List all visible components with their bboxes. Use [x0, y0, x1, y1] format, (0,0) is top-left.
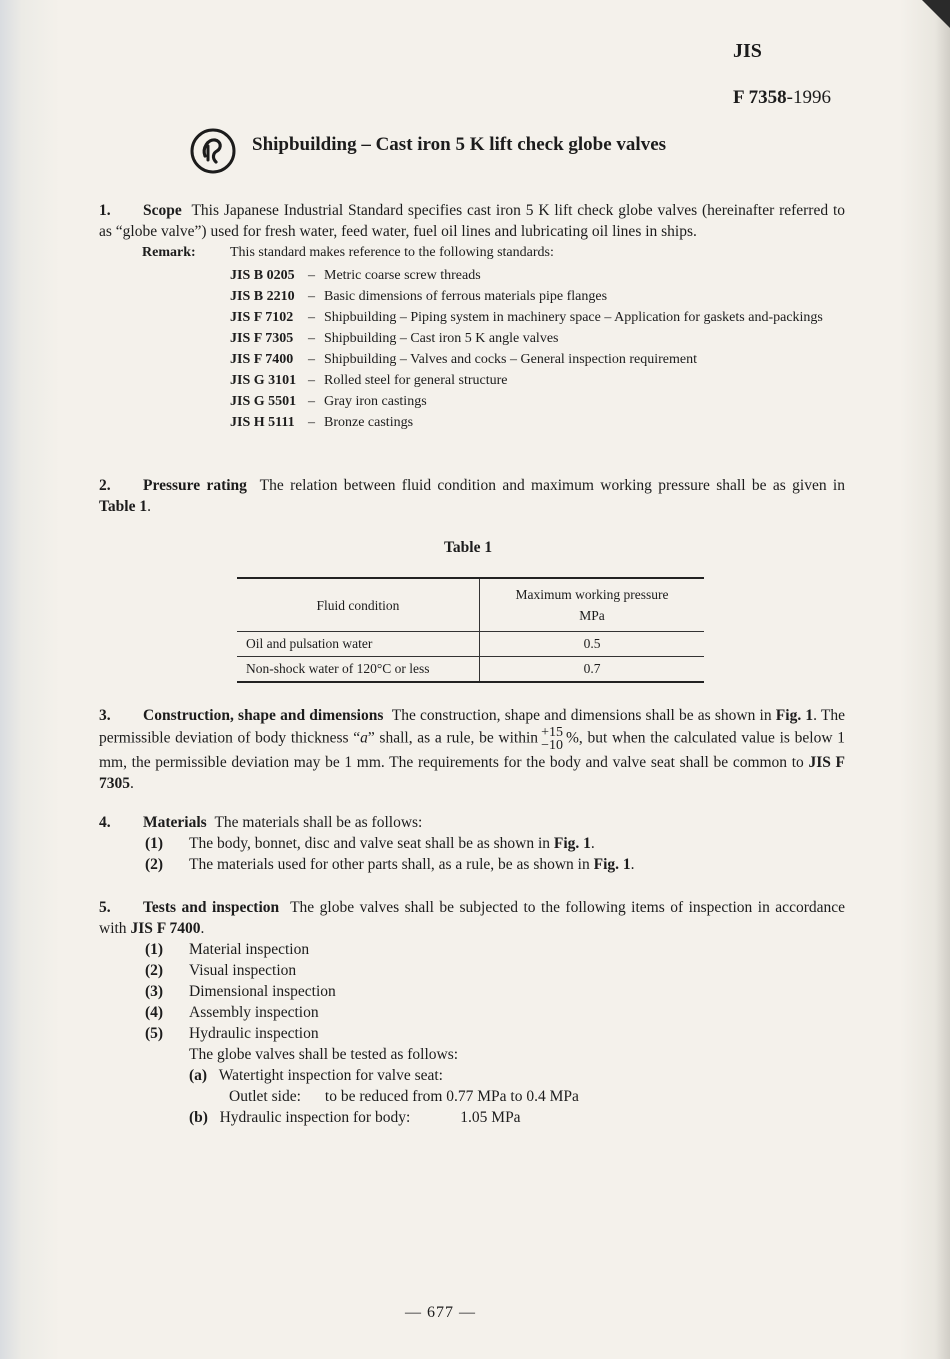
item-text: Hydraulic inspection [189, 1025, 319, 1042]
figure-reference: Fig. 1 [553, 835, 591, 852]
scope-paragraph [99, 200, 845, 242]
header-line: Maximum working pressure [515, 587, 669, 602]
list-item [145, 1002, 319, 1023]
reference-dash: – [308, 331, 315, 346]
reference-item [230, 370, 850, 391]
construction-text: . The permissible deviation of body thickness “ [99, 707, 846, 747]
item-text: Hydraulic inspection for body: [219, 1109, 411, 1126]
reference-list [230, 265, 850, 433]
item-text: Watertight inspection for valve seat: [218, 1067, 443, 1084]
item-text: The body, bonnet, disc and valve seat shall be as shown in [189, 835, 551, 852]
reference-item [230, 349, 850, 370]
standard-reference: JIS F 7400 [130, 920, 201, 937]
reference-item [230, 412, 850, 433]
cell-condition: Non-shock water of 120°C or less [237, 657, 480, 683]
reference-dash: – [308, 352, 315, 367]
item-number: (2) [145, 962, 164, 979]
section-number: 3. [99, 707, 111, 724]
item-number: (2) [145, 856, 164, 873]
reference-code: JIS F 7305 [230, 331, 294, 346]
item-text: The materials used for other parts shall, as a rule, be as shown in [189, 856, 590, 873]
hydraulic-intro: The globe valves shall be tested as follows: [189, 1046, 459, 1063]
reference-item [230, 328, 850, 349]
reference-dash: – [308, 373, 315, 388]
tests-paragraph [99, 897, 845, 939]
punctuation: . [200, 920, 205, 937]
item-number: (b) [189, 1109, 208, 1126]
remark-label: Remark: [142, 245, 196, 260]
reference-title: Shipbuilding – Piping system in machinery space – Application for gaskets and-packings [324, 310, 823, 325]
outlet-side-row [229, 1086, 579, 1107]
tests-text: The globe valves shall be subjected to the following items of inspection in accordance with [99, 899, 845, 937]
header-fluid-condition: Fluid condition [237, 578, 480, 632]
pressure-text: The relation between fluid condition and maximum working pressure shall be as given in [259, 477, 845, 494]
standard-reference: JIS F 7305 [99, 754, 846, 792]
reference-title: Rolled steel for general structure [324, 373, 508, 388]
standard-number [733, 87, 831, 109]
item-number: (5) [145, 1025, 164, 1042]
section-heading: Pressure rating [143, 477, 247, 494]
header-max-pressure [480, 578, 705, 632]
section-number: 5. [99, 899, 111, 916]
pressure-table [237, 577, 704, 683]
reference-dash: – [308, 310, 315, 325]
list-item [145, 854, 635, 875]
reference-item [230, 286, 850, 307]
construction-paragraph [99, 705, 845, 794]
reference-title: Bronze castings [324, 415, 414, 430]
section-number: 1. [99, 202, 111, 219]
section-heading: Scope [143, 202, 182, 219]
list-item [145, 939, 309, 960]
item-text: Material inspection [189, 941, 310, 958]
outlet-label: Outlet side: [229, 1088, 301, 1105]
reference-code: JIS F 7400 [230, 352, 294, 367]
punctuation: . [630, 856, 635, 873]
list-item [145, 833, 595, 854]
reference-title: Shipbuilding – Cast iron 5 K angle valves [324, 331, 559, 346]
item-number: (1) [145, 941, 164, 958]
tolerance-lower: −10 [541, 738, 563, 753]
section-heading: Construction, shape and dimensions [143, 707, 384, 724]
item-number: (a) [189, 1067, 208, 1084]
cell-pressure: 0.5 [480, 632, 705, 657]
section-number: 4. [99, 814, 111, 831]
cell-condition: Oil and pulsation water [237, 632, 480, 657]
thickness-variable: a [360, 729, 368, 747]
table-header-row [237, 578, 704, 632]
figure-reference: Fig. 1 [775, 707, 814, 724]
hydraulic-body-item [189, 1107, 521, 1128]
item-number: (1) [145, 835, 164, 852]
item-text: Dimensional inspection [189, 983, 336, 1000]
hydraulic-value: 1.05 MPa [460, 1109, 521, 1126]
jis-mark: JIS [733, 40, 762, 62]
reference-item [230, 265, 850, 286]
reference-code: JIS G 5501 [230, 394, 297, 409]
page-number: — 677 — [405, 1304, 476, 1321]
item-number: (3) [145, 983, 164, 1000]
list-item [145, 1023, 319, 1044]
punctuation: . [590, 835, 595, 852]
jis-logo-icon [188, 126, 238, 176]
section-heading: Tests and inspection [143, 899, 280, 916]
reference-dash: – [308, 415, 315, 430]
materials-text: The materials shall be as follows: [214, 814, 423, 831]
tolerance-upper: +15 [541, 725, 563, 740]
list-item [145, 981, 336, 1002]
reference-item [230, 391, 850, 412]
reference-item [230, 307, 850, 328]
reference-title: Basic dimensions of ferrous materials pipe flanges [324, 289, 608, 304]
pressure-paragraph [99, 475, 845, 517]
watertight-item [189, 1065, 443, 1086]
table-title: Table 1 [444, 539, 493, 556]
reference-title: Metric coarse screw threads [324, 268, 481, 283]
item-text: Visual inspection [189, 962, 297, 979]
standard-year: -1996 [786, 87, 831, 108]
table-row [237, 632, 704, 657]
table-reference: Table 1 [99, 498, 148, 515]
reference-code: JIS H 5111 [230, 415, 295, 430]
standard-code: F 7358 [733, 87, 787, 108]
item-number: (4) [145, 1004, 164, 1021]
punctuation: . [130, 775, 134, 792]
reference-dash: – [308, 394, 315, 409]
section-heading: Materials [143, 814, 207, 831]
reference-title: Gray iron castings [324, 394, 427, 409]
tolerance-fraction [541, 726, 563, 752]
construction-text: ” shall, as a rule, be within [367, 729, 539, 747]
materials-paragraph [99, 812, 845, 833]
cell-pressure: 0.7 [480, 657, 705, 683]
list-item [145, 960, 296, 981]
item-text: Assembly inspection [189, 1004, 319, 1021]
scope-text: This Japanese Industrial Standard specifies cast iron 5 K lift check globe valves (hereinafter referred to as “globe valve”) used for fresh water, feed water, fuel oil lines and lubricating oil lines in ships. [99, 202, 845, 240]
reference-title: Shipbuilding – Valves and cocks – General inspection requirement [324, 352, 697, 367]
figure-reference: Fig. 1 [593, 856, 631, 873]
reference-code: JIS B 2210 [230, 289, 295, 304]
page-corner [922, 0, 950, 28]
remark-intro: This standard makes reference to the following standards: [230, 245, 554, 260]
reference-dash: – [308, 268, 315, 283]
reference-code: JIS G 3101 [230, 373, 297, 388]
construction-text: The construction, shape and dimensions shall be as shown in [391, 707, 772, 724]
reference-code: JIS B 0205 [230, 268, 295, 283]
reference-dash: – [308, 289, 315, 304]
table-row [237, 657, 704, 683]
reference-code: JIS F 7102 [230, 310, 294, 325]
header-unit: MPa [579, 608, 605, 623]
document-title: Shipbuilding – Cast iron 5 K lift check globe valves [252, 134, 667, 155]
outlet-value: to be reduced from 0.77 MPa to 0.4 MPa [324, 1088, 579, 1105]
punctuation: . [147, 498, 151, 515]
section-number: 2. [99, 477, 111, 494]
construction-text: %, but when the calculated value is below 1 mm, the permissible deviation may be 1 mm. The requirements for the body and valve seat shall be common to [99, 729, 845, 771]
